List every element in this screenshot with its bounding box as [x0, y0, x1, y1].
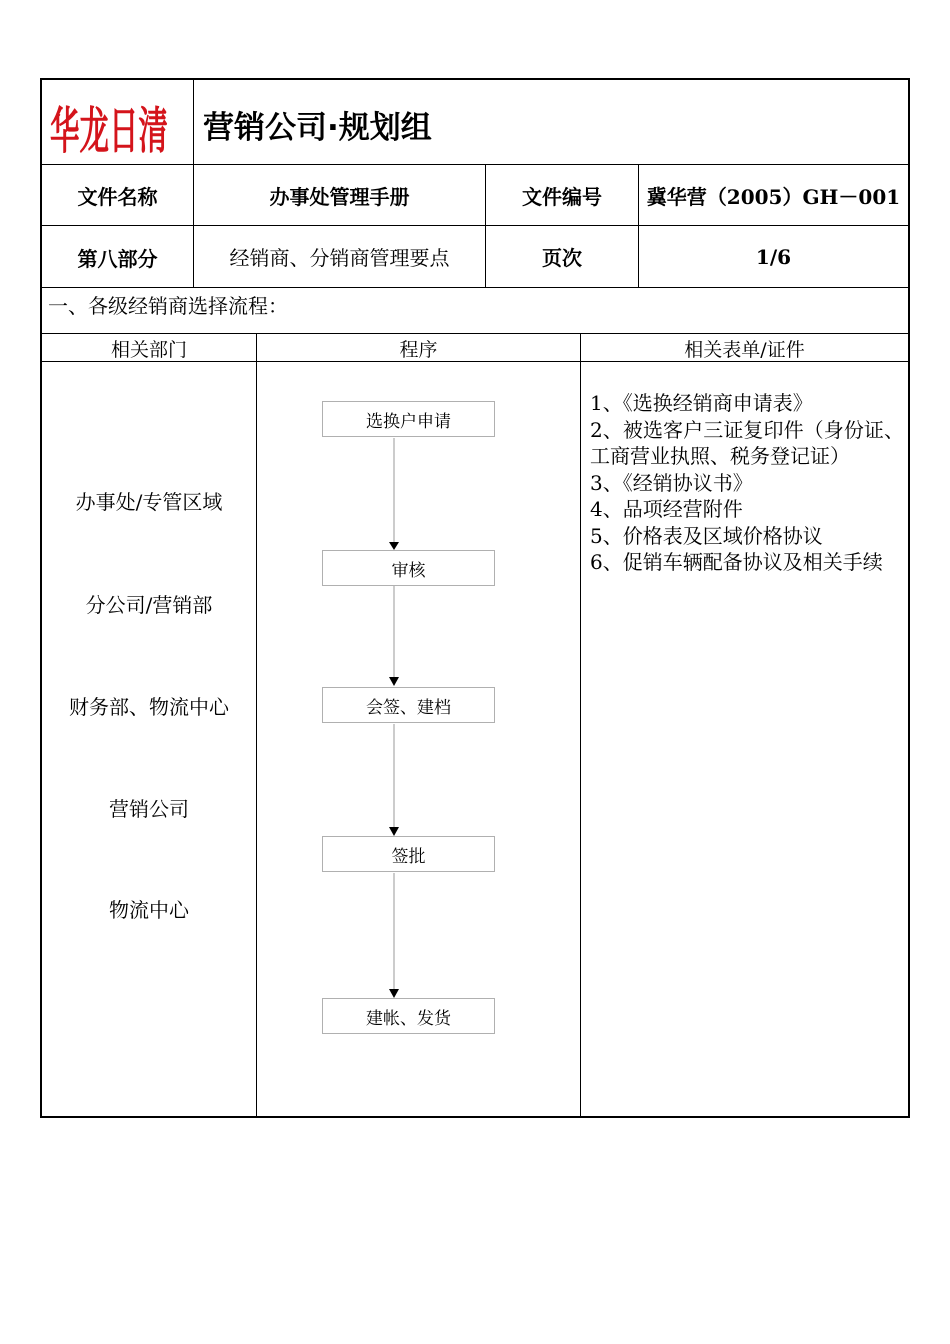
column-header-forms: 相关表单/证件	[684, 338, 805, 361]
section-title: 一、各级经销商选择流程：	[48, 294, 288, 318]
part-label: 第八部分	[77, 247, 158, 271]
flow-step-apply: 选换户申请	[322, 401, 495, 437]
company-logo	[48, 88, 170, 162]
flow-arrowhead	[389, 542, 399, 550]
document-item: 6、促销车辆配备协议及相关手续	[590, 550, 883, 574]
flow-arrowhead	[389, 677, 399, 686]
flow-step-ship: 建帐、发货	[322, 998, 495, 1034]
part-title: 经销商、分销商管理要点	[229, 246, 450, 270]
flow-step-approve: 签批	[322, 836, 495, 872]
logo-text: 华龙日清	[50, 102, 168, 160]
dept-item: 营销公司	[109, 797, 189, 821]
file-no-value: 冀华营（2005）GH－001	[646, 185, 901, 209]
document-item: 4、品项经营附件	[590, 497, 743, 521]
document-item: 1、《选换经销商申请表》	[590, 391, 813, 415]
column-header-process: 程序	[399, 338, 438, 361]
flow-step-review: 审核	[322, 550, 495, 586]
page-value: 1/6	[755, 244, 792, 269]
document-item: 5、价格表及区域价格协议	[590, 523, 823, 548]
flow-step-countersign: 会签、建档	[322, 687, 495, 723]
rule-header	[40, 164, 910, 165]
document-item: 2、被选客户三证复印件（身份证、工商营业执照、税务登记证）	[590, 417, 904, 468]
dept-item: 物流中心	[109, 898, 189, 922]
rule-info-2	[40, 287, 910, 288]
page-label: 页次	[542, 246, 582, 270]
column-header-dept: 相关部门	[110, 338, 187, 361]
file-no-label: 文件编号	[522, 185, 602, 209]
document-item: 3、《经销协议书》	[590, 470, 753, 495]
vrule-col-2	[580, 333, 581, 1118]
documents-list	[590, 390, 904, 576]
file-name-value: 办事处管理手册	[269, 185, 410, 209]
dept-item: 分公司/营销部	[85, 593, 213, 617]
page-title: 营销公司·规划组	[203, 110, 432, 146]
flow-arrowhead	[389, 827, 399, 836]
file-name-label: 文件名称	[77, 185, 158, 209]
dept-item: 办事处/专管区域	[75, 490, 223, 514]
dept-item: 财务部、物流中心	[69, 695, 229, 719]
flow-arrowhead	[389, 989, 399, 998]
